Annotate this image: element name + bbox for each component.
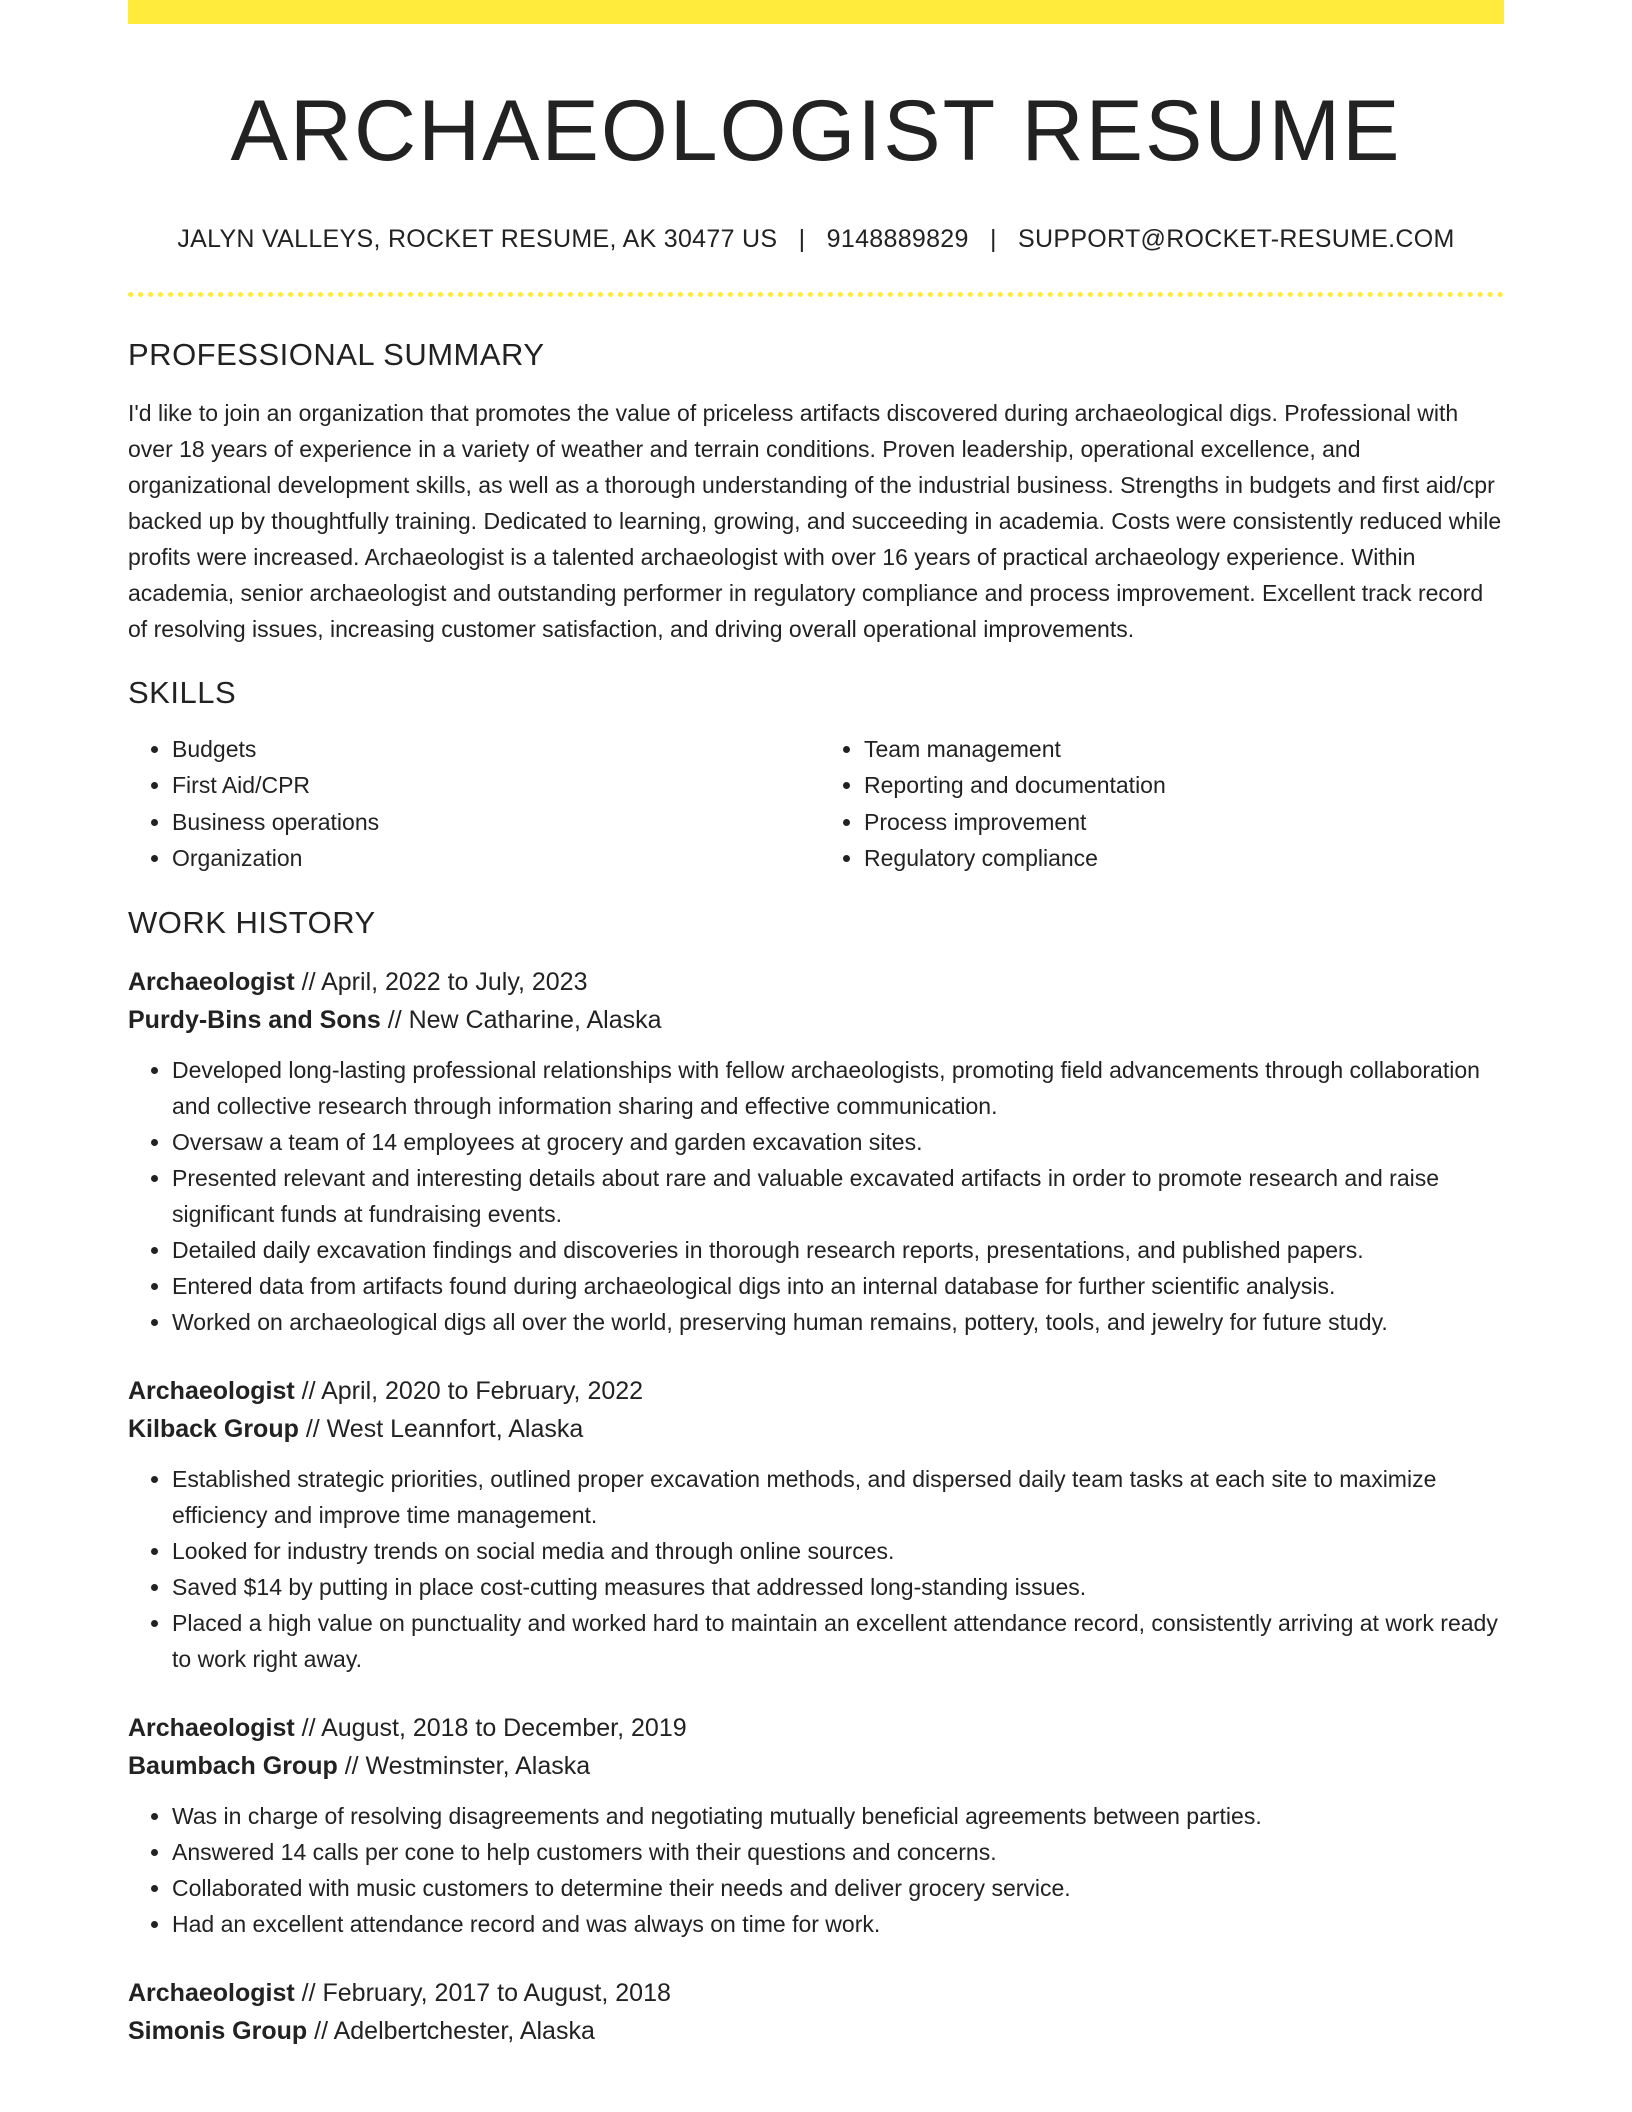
job-bullet: • Presented relevant and interesting details about rare and valuable excavated artifacts in order to promote research and raise significant funds at fundraising events. (172, 1160, 1504, 1232)
skill-item: • Business operations (172, 804, 816, 841)
job-bullets (128, 1461, 1504, 1677)
job-location: // Westminster, Alaska (337, 1752, 591, 1781)
job-bullet: • Detailed daily excavation findings and discoveries in thorough research reports, presentations, and published papers. (172, 1232, 1504, 1268)
job-title: Archaeologist (128, 1376, 295, 1405)
page-title: ARCHAEOLOGIST RESUME (230, 83, 1402, 179)
job-location: // New Catharine, Alaska (380, 1006, 662, 1035)
job-company: Simonis Group (128, 2017, 308, 2046)
job-bullet: • Saved $14 by putting in place cost-cutting measures that addressed long-standing issues. (172, 1569, 1504, 1605)
summary-text: I'd like to join an organization that promotes the value of priceless artifacts discovered during archaeological digs. Professional with over 18 years of experience in a variety of weather and terrain conditions. Proven leadership, operational excellence, and organizational development skills, as well as a thorough understanding of the industrial business. Strengths in budgets and first aid/cpr backed up by thoughtfully training. Dedicated to learning, growing, and succeeding in academia. Costs were consistently reduced while profits were increased. Archaeologist is a talented archaeologist with over 16 years of practical archaeology experience. Within academia, senior archaeologist and outstanding performer in regulatory compliance and process improvement. Excellent track record of resolving issues, increasing customer satisfaction, and driving overall operational improvements. (128, 399, 1502, 642)
job-bullet: • Looked for industry trends on social media and through online sources. (172, 1533, 1504, 1569)
job-title-line (128, 1974, 1504, 2013)
skills-heading: SKILLS (128, 674, 237, 710)
job-bullets (128, 1052, 1504, 1340)
top-accent-bar (128, 0, 1504, 24)
job-bullet: • Worked on archaeological digs all over the world, preserving human remains, pottery, tools, and jewelry for future study. (172, 1304, 1504, 1340)
contact-phone: 9148889829 (826, 224, 969, 253)
job-company-line (128, 1001, 1504, 1040)
contact-separator: | (989, 224, 997, 253)
skill-item: • Regulatory compliance (864, 840, 1504, 877)
resume-page (128, 0, 1504, 2051)
job-company-line (128, 1410, 1504, 1449)
job-title-line (128, 1709, 1504, 1748)
job-title-line (128, 963, 1504, 1002)
skill-item: • Reporting and documentation (864, 767, 1504, 804)
contact-address: JALYN VALLEYS, ROCKET RESUME, AK 30477 US (177, 224, 778, 253)
job-title: Archaeologist (128, 1978, 295, 2007)
skills-column-left (128, 731, 816, 877)
job-title: Archaeologist (128, 1713, 295, 1742)
job-entry (128, 1974, 1504, 2051)
skill-item: • Team management (864, 731, 1504, 768)
job-bullet: • Entered data from artifacts found during archaeological digs into an internal database for further scientific analysis. (172, 1268, 1504, 1304)
job-company-line (128, 2012, 1504, 2051)
job-bullet: • Developed long-lasting professional relationships with fellow archaeologists, promoting field advancements through collaboration and collective research through information sharing and effective communication. (172, 1052, 1504, 1124)
job-location: // Adelbertchester, Alaska (307, 2017, 595, 2046)
job-bullet: • Had an excellent attendance record and was always on time for work. (172, 1906, 1504, 1942)
job-bullet: • Collaborated with music customers to determine their needs and deliver grocery service. (172, 1870, 1504, 1906)
job-company: Baumbach Group (128, 1752, 338, 1781)
work-history-heading: WORK HISTORY (128, 904, 376, 940)
job-bullet: • Placed a high value on punctuality and worked hard to maintain an excellent attendance record, consistently arriving at work ready to work right away. (172, 1605, 1504, 1677)
contact-line (128, 225, 1504, 254)
dotted-divider (128, 292, 1504, 297)
contact-separator: | (798, 224, 806, 253)
skill-item: • First Aid/CPR (172, 767, 816, 804)
contact-email: SUPPORT@ROCKET-RESUME.COM (1018, 224, 1455, 253)
skills-column-right (816, 731, 1504, 877)
skill-item: • Organization (172, 840, 816, 877)
job-entry (128, 963, 1504, 1340)
job-title: Archaeologist (128, 967, 295, 996)
job-bullet: • Was in charge of resolving disagreements and negotiating mutually beneficial agreements between parties. (172, 1798, 1504, 1834)
job-entry (128, 1709, 1504, 1942)
skill-item: • Process improvement (864, 804, 1504, 841)
job-entry (128, 1372, 1504, 1677)
job-bullets (128, 1798, 1504, 1942)
job-bullet: • Established strategic priorities, outlined proper excavation methods, and dispersed daily team tasks at each site to maximize efficiency and improve time management. (172, 1461, 1504, 1533)
job-title-line (128, 1372, 1504, 1411)
job-bullet: • Answered 14 calls per cone to help customers with their questions and concerns. (172, 1834, 1504, 1870)
job-bullet: • Oversaw a team of 14 employees at grocery and garden excavation sites. (172, 1124, 1504, 1160)
job-company-line (128, 1747, 1504, 1786)
skills-list (128, 731, 1504, 877)
summary-heading: PROFESSIONAL SUMMARY (128, 336, 545, 372)
job-dates: // February, 2017 to August, 2018 (294, 1978, 671, 2007)
job-dates: // April, 2022 to July, 2023 (294, 967, 588, 996)
job-dates: // August, 2018 to December, 2019 (294, 1713, 687, 1742)
job-company: Kilback Group (128, 1415, 299, 1444)
skill-item: • Budgets (172, 731, 816, 768)
job-location: // West Leannfort, Alaska (298, 1415, 584, 1444)
job-dates: // April, 2020 to February, 2022 (294, 1376, 644, 1405)
job-company: Purdy-Bins and Sons (128, 1006, 381, 1035)
